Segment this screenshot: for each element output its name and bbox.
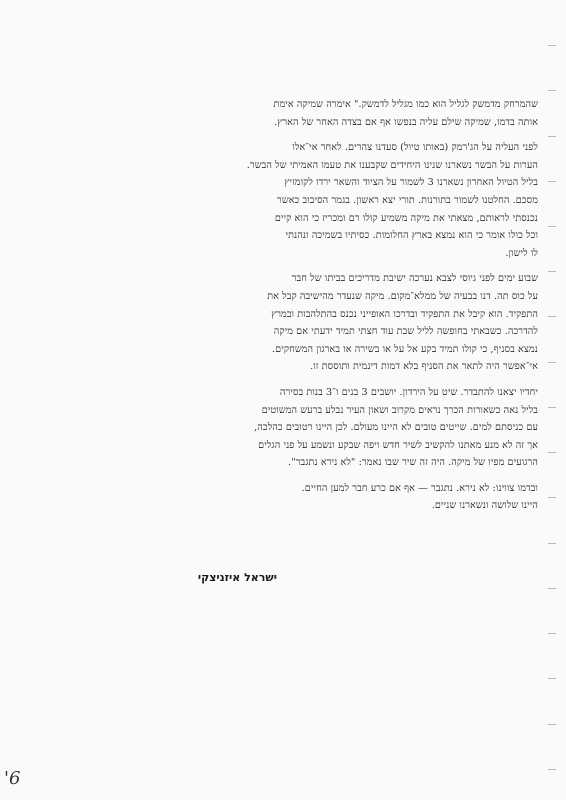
text-line: לו לישון. bbox=[505, 247, 538, 259]
text-line: הרגועים מפיו של מיקה. היה זה שיר שבו נאמר: "לא נירא נתגבר". bbox=[288, 457, 538, 469]
text-line: נכנסתי לראותם, מצאתי את מיקה משמיע קולו רם ומכריז כי הוא קיים bbox=[274, 212, 538, 224]
text-line: וכל כולו אומר כי הוא נמצא בארץ החלומות. כסיתיו בשמיכה ונהנתי bbox=[285, 230, 538, 242]
margin-tick bbox=[548, 181, 556, 182]
margin-tick bbox=[548, 316, 556, 317]
text-line: שהמרחק מדמשק לגליל הוא כמו מגליל לדמשק." אימרה שמיקה אימת bbox=[273, 99, 538, 110]
author-signature: ישראל איזניצקי bbox=[197, 571, 277, 584]
paragraph bbox=[128, 480, 538, 515]
margin-tick bbox=[548, 407, 556, 408]
text-line: לפני העליה על הג'רמק (באותו טיול) סעדנו צהרים. לאחר אי־אלו bbox=[292, 142, 538, 154]
text-line: להדרכה. כשבאתי בחופשה לליל שבת עוד חצתי תמיד ידעתי אם מיקה bbox=[273, 326, 538, 338]
paragraph bbox=[128, 384, 538, 472]
text-line: התפקיד. הוא קיבל את התפקיד ובדרכו האופייני נכנס בהתלהבות ובמרץ bbox=[271, 308, 538, 320]
text-line: הערות על הבשר נשארנו שנינו היחידים שקבענו את טעמו האמיתי של הבשר. bbox=[246, 159, 538, 171]
margin-tick bbox=[548, 90, 556, 91]
letter-body bbox=[128, 96, 538, 523]
text-line: אותה בדמו, שמיקה שילם עליה בנפשו אף אם בצדה האחר של הארץ. bbox=[274, 116, 538, 128]
margin-tick bbox=[548, 452, 556, 453]
margin-tick bbox=[548, 543, 556, 544]
text-line: אך זה לא מנע מאתנו להקשיב לשיר חדש ויפה שבקע ונשמע על פני הגלים bbox=[258, 439, 538, 451]
text-line: אי־אפשר היה לתאר את הסניף בלא דמות דינמית ותוססת זו. bbox=[310, 361, 538, 373]
text-line: נמצא בסניף, כי קולו תמיד בקע אל על או בשירה או בארגון המשחקים. bbox=[272, 343, 538, 355]
margin-tick bbox=[548, 271, 556, 272]
paragraph bbox=[128, 96, 538, 131]
margin-tick bbox=[548, 633, 556, 634]
paragraph bbox=[128, 139, 538, 262]
margin-tick bbox=[548, 226, 556, 227]
margin-tick bbox=[548, 678, 556, 679]
text-line: בליל נאה כשאורות הכרך נראים מקרוב ושאון העיר נבלע ברעש המשוטים bbox=[261, 404, 538, 416]
text-line: מסכם. החלטנו לשמור בתורנות. תורי יצא ראשון. בגמר הסיבוב כאשר bbox=[277, 194, 538, 206]
margin-tick bbox=[548, 724, 556, 725]
margin-tick bbox=[548, 588, 556, 589]
text-line: ובדמו צווינו: לא נירא. נתגבר — אף אם כרע חבר למען החיים. bbox=[301, 482, 538, 494]
margin-tick bbox=[548, 136, 556, 137]
text-line: בליל הטיול האחרון נשארנו 3 לשמור על הציוד והשאר ירדו לקומזיץ bbox=[284, 177, 538, 189]
margin-tick bbox=[548, 45, 556, 46]
margin-tick bbox=[548, 769, 556, 770]
text-line: שבוע ימים לפני גיוסי לצבא נערכה ישיבת מדריכים בביתו של חבר bbox=[291, 273, 538, 285]
text-line: היינו שלושה ונשארנו שניים. bbox=[431, 500, 538, 512]
text-line: יחדיו יצאנו להתבדר. שיט על הירדון. יושבים 3 בנים ו־3 בנות בסירה bbox=[279, 386, 538, 398]
margin-tick bbox=[548, 497, 556, 498]
paragraph bbox=[128, 270, 538, 376]
margin-tick bbox=[548, 362, 556, 363]
text-line: על כוס תה. דנו בבעיה של ממלא־מקום. מיקה שנעדר מהישיבה קבל את bbox=[267, 290, 538, 302]
page-number: '6 bbox=[4, 768, 21, 789]
text-line: עם כניסתם למים. שייטים טובים לא היינו מעולם. לכן היינו רטובים כהלכה, bbox=[254, 422, 538, 434]
